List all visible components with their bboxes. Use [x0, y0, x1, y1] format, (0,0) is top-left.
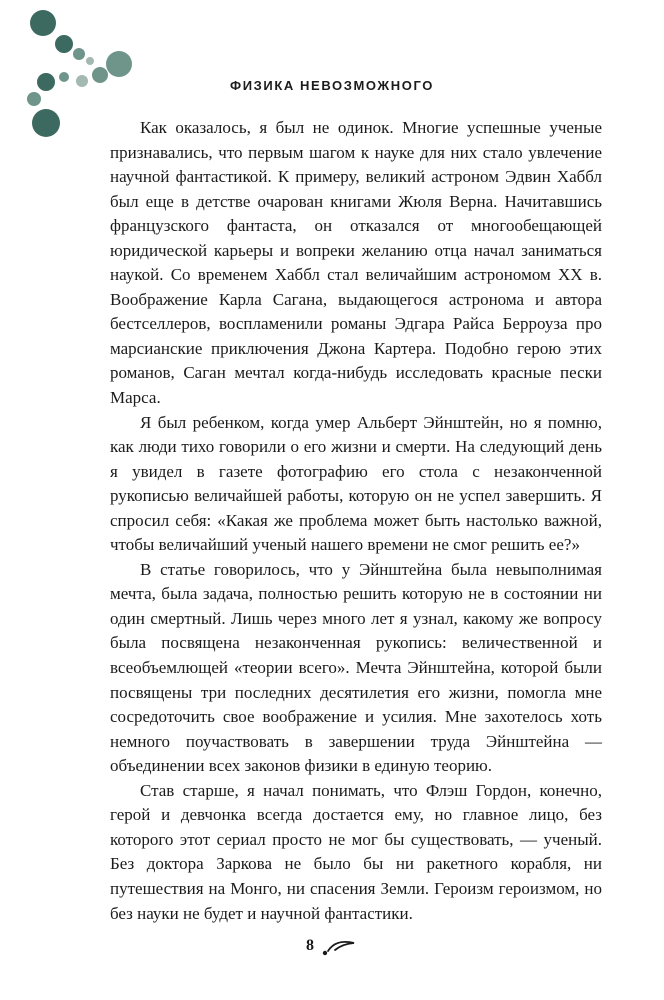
page-footer	[0, 934, 664, 958]
paragraph-1: Как оказалось, я был не одинок. Многие успешные ученые признавались, что первым шагом к науке для них стало увлечение научной фантастикой. К примеру, великий астроном Эдвин Хаббл был еще в детстве очарован книгами Жюля Верна. Начитавшись французского фантаста, он отказался от многообещающей юридической карьеры и вопреки желанию отца начал заниматься наукой. Со временем Хаббл стал величайшим астрономом XX в. Воображение Карла Сагана, выдающегося астронома и автора бестселлеров, воспламенили романы Эдгара Райса Берроуза про марсианские приключения Джона Картера. Подобно герою этих романов, Саган мечтал когда-нибудь исследовать красные пески Марса.	[110, 118, 602, 408]
paragraph-3: В статье говорилось, что у Эйнштейна была невыполнимая мечта, была задача, полностью решить которую не в состоянии ни один смертный. Лишь через много лет я узнал, какому же вопросу была посвящена незаконченная рукопись: величественной и всеобъемлющей «теории всего». Мечта Эйнштейна, которой были посвящены три последних десятилетия его жизни, помогла мне сосредоточить свое воображение и усилия. Мне захотелось хоть немного поучаствовать в завершении труда Эйнштейна — объединении всех законов физики в единую теорию.	[110, 559, 602, 776]
paragraph-4: Став старше, я начал понимать, что Флэш Гордон, конечно, герой и девчонка всегда достается ему, но главное лицо, без которого этот сериал просто не мог бы существовать, — ученый. Без доктора Заркова не было бы ни ракетного корабля, ни путешествия на Монго, ни спасения Земли. Героизм героизмом, но без науки не будет и научной фантастики.	[110, 780, 602, 923]
flourish-icon	[320, 938, 358, 958]
paragraph-2: Я был ребенком, когда умер Альберт Эйнштейн, но я помню, как люди тихо говорили о его жизни и смерти. На следующий день я увидел в газете фотографию его стола с незаконченной рукописью величайшей работы, которую он не успел завершить. Я спросил себя: «Какая же проблема может быть настолько важной, чтобы величайший ученый нашего времени не смог решить ее?»	[110, 412, 602, 555]
page-body	[110, 116, 602, 926]
page-number: 8	[306, 937, 314, 954]
running-header: ФИЗИКА НЕВОЗМОЖНОГО	[230, 78, 434, 93]
